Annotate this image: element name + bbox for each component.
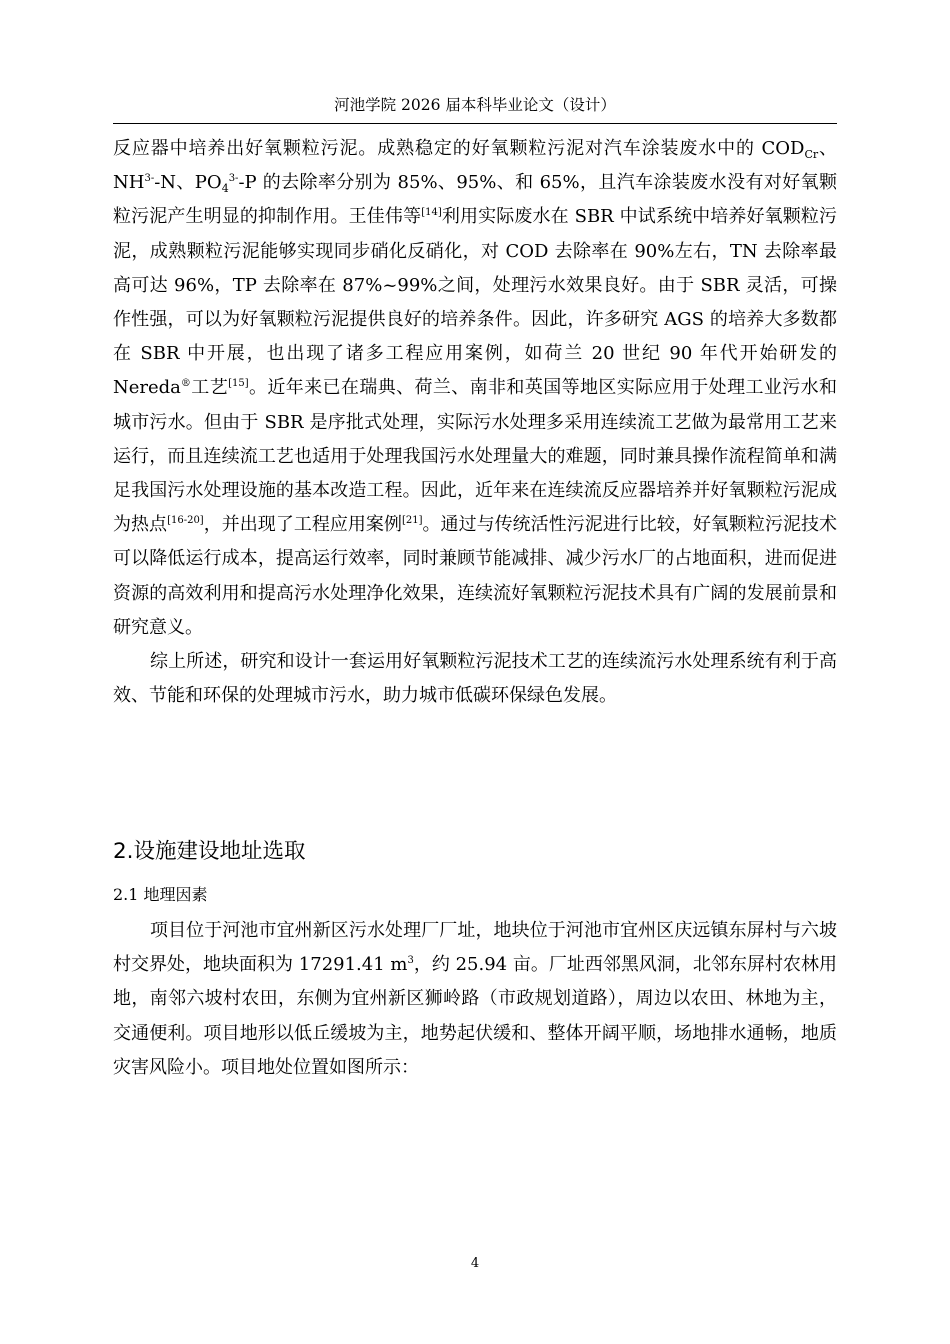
- registered-mark: ®: [180, 378, 191, 390]
- text-segment: -N、PO: [154, 172, 222, 194]
- page-number: 4: [470, 1256, 480, 1271]
- subscript-four: 4: [221, 182, 229, 196]
- paragraph-summary: 综上所述，研究和设计一套运用好氧颗粒污泥技术工艺的连续流污水处理系统有利于高效、节能和环保的处理城市污水，助力城市低碳环保绿色发展。: [113, 651, 837, 707]
- text-segment: 项目位于河池市宜州新区污水处理厂厂址，地块位于河池市宜州区庆远镇东屏村与六坡村交界处，地块面积为 17291.41 m: [113, 920, 837, 976]
- body-text-upper: [113, 132, 837, 713]
- text-segment: 利用实际废水在 SBR 中试系统中培养好氧颗粒污泥，成熟颗粒污泥能够实现同步硝化反硝化，对 COD 去除率在 90%左右，TN 去除率最高可达 96%，TP 去除率在 87%~99%之间，处理污水效果良好。由于 SBR 灵活，可操作性强，可以为好氧颗粒污泥提供良好的培养条件。因此，许多研究 AGS 的培养大多数都在 SBR 中开展，也出现了诸多工程应用案例，如荷兰 20 世纪 90 年代开始研发的 Nereda: [113, 206, 837, 399]
- citation-15: [15]: [228, 378, 249, 390]
- paragraph-site-location: [113, 914, 837, 1085]
- text-segment: 工艺: [190, 377, 229, 399]
- text-segment: 。近年来已在瑞典、荷兰、南非和英国等地区实际应用于处理工业污水和城市污水。但由于 SBR 是序批式处理，实际污水处理多采用连续流工艺做为最常用工艺来运行，而且连续流工艺也适用于处理我国污水处理量大的难题，同时兼具操作流程简单和满足我国污水处理设施的基本改造工程。因此，近年来在连续流反应器培养并好氧颗粒污泥成为热点: [113, 377, 838, 536]
- text-segment: 。通过与传统活性污泥进行比较，好氧颗粒污泥技术可以降低运行成本，提高运行效率，同时兼顾节能减排、减少污水厂的占地面积，进而促进资源的高效利用和提高污水处理净化效果，连续流好氧颗粒污泥技术具有广阔的发展前景和研究意义。: [113, 514, 838, 638]
- text-segment: 、NH: [113, 138, 838, 194]
- superscript-charge: 3-: [228, 173, 239, 185]
- paragraph-ags-research: [113, 132, 837, 645]
- subscript-cr: Cr: [804, 148, 819, 161]
- header-rule: [113, 123, 837, 124]
- citation-14: [14]: [421, 207, 442, 219]
- superscript-unit: 3: [407, 955, 414, 967]
- subsection-title: 2.1 地理因素: [113, 885, 208, 904]
- superscript-charge: 3-: [144, 173, 155, 185]
- text-segment: ，并出现了工程应用案例: [203, 514, 402, 536]
- citation-16-20: [16-20]: [167, 515, 204, 527]
- section-title: 2.设施建设地址选取: [113, 839, 306, 864]
- page-header: 河池学院 2026 届本科毕业论文（设计）: [334, 96, 616, 114]
- text-segment: 反应器中培养出好氧颗粒污泥。成熟稳定的好氧颗粒污泥对汽车涂装废水中的 COD: [113, 138, 805, 159]
- body-text-lower: [113, 914, 837, 1085]
- citation-21: [21]: [401, 515, 423, 527]
- text-segment: -P 的去除率分别为 85%、95%、和 65%，且汽车涂装废水没有对好氧颗粒污泥产生明显的抑制作用。王佳伟等: [113, 172, 837, 228]
- text-segment: ，约 25.94 亩。厂址西邻黑风洞，北邻东屏村农林用地，南邻六坡村农田，东侧为宜州新区狮岭路（市政规划道路），周边以农田、林地为主，交通便利。项目地形以低丘缓坡为主，地势起伏缓和、整体开阔平顺，场地排水通畅，地质灾害风险小。项目地处位置如图所示：: [113, 954, 837, 1078]
